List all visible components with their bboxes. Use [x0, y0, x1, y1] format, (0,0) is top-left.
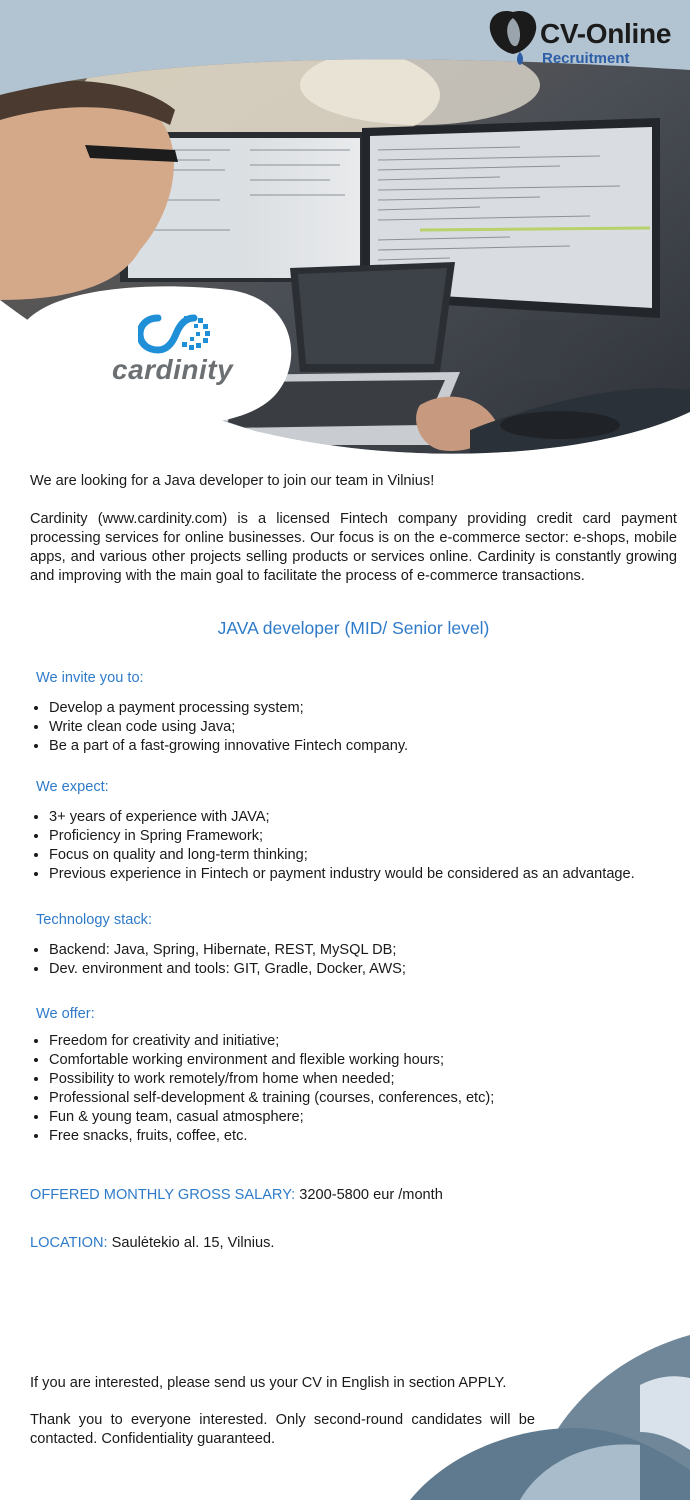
cv-online-logo	[488, 8, 683, 70]
location-label: LOCATION:	[30, 1235, 108, 1251]
salary-value: 3200-5800 eur /month	[295, 1187, 443, 1203]
list-item: • Freedom for creativity and initiative;	[49, 1032, 677, 1051]
list-item: • Dev. environment and tools: GIT, Gradle, Docker, AWS;	[49, 960, 677, 979]
company-description: Cardinity (www.cardinity.com) is a licensed Fintech company providing credit card payment processing services for online businesses. Our focus is on the e-commerce sector: e-shops, mobile apps, and various other projects selling products or services online. Cardinity is constantly growing and improving with the main goal to facilitate the process of e-commerce transactions.	[30, 511, 677, 584]
cv-online-logo-icon	[488, 8, 538, 70]
list-item: • Professional self-development & training (courses, conferences, etc);	[49, 1089, 677, 1108]
section-expect-heading: We expect:	[36, 779, 109, 795]
expect-list	[30, 808, 677, 884]
section-stack-heading: Technology stack:	[36, 912, 153, 928]
list-item: • Write clean code using Java;	[49, 718, 677, 737]
list-item: • Focus on quality and long-term thinking;	[49, 846, 677, 865]
invite-list	[30, 699, 677, 756]
apply-note: If you are interested, please send us your CV in English in section APPLY.	[30, 1375, 507, 1391]
job-description	[30, 472, 677, 1253]
location-value: Saulėtekio al. 15, Vilnius.	[107, 1235, 275, 1251]
list-item: • Be a part of a fast-growing innovative Fintech company.	[49, 737, 677, 756]
cv-online-title: CV-Online	[540, 18, 672, 49]
salary-line	[30, 1186, 677, 1205]
hero-banner	[0, 0, 690, 470]
list-item: • Previous experience in Fintech or payment industry would be considered as an advantage.	[49, 865, 677, 884]
stack-list	[30, 941, 677, 979]
list-item: • Fun & young team, casual atmosphere;	[49, 1108, 677, 1127]
list-item: • 3+ years of experience with JAVA;	[49, 808, 677, 827]
company-logo-text: cardinity	[112, 354, 234, 385]
section-offer-heading: We offer:	[36, 1006, 95, 1022]
intro-headline: We are looking for a Java developer to join our team in Vilnius!	[30, 473, 435, 489]
list-item: • Comfortable working environment and flexible working hours;	[49, 1051, 677, 1070]
location-line	[30, 1234, 677, 1253]
list-item: • Proficiency in Spring Framework;	[49, 827, 677, 846]
list-item: • Possibility to work remotely/from home when needed;	[49, 1070, 677, 1089]
company-logo	[108, 310, 243, 392]
job-title: JAVA developer (MID/ Senior level)	[217, 618, 490, 638]
list-item: • Develop a payment processing system;	[49, 699, 677, 718]
thanks-note: Thank you to everyone interested. Only second-round candidates will be contacted. Confidentiality guaranteed.	[30, 1412, 535, 1447]
salary-label: OFFERED MONTHLY GROSS SALARY:	[30, 1187, 296, 1203]
list-item: • Backend: Java, Spring, Hibernate, REST, MySQL DB;	[49, 941, 677, 960]
list-item: • Free snacks, fruits, coffee, etc.	[49, 1127, 677, 1146]
closing-notes	[30, 1374, 535, 1449]
hero-photo	[0, 0, 690, 470]
section-invite-heading: We invite you to:	[36, 670, 144, 686]
cardinity-infinity-icon	[138, 312, 212, 356]
cv-online-subtitle: Recruitment	[542, 50, 630, 67]
offer-list	[30, 1032, 677, 1146]
